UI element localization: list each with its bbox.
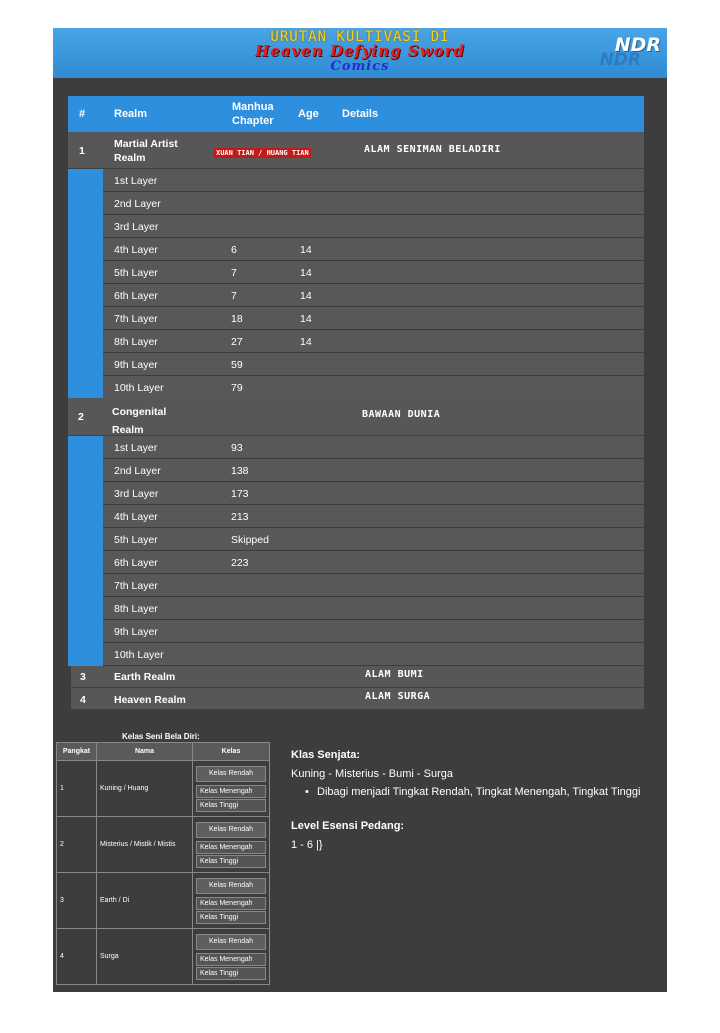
layer-row: [103, 574, 644, 597]
kelas-class-box: Kelas Menengah: [196, 897, 266, 910]
senjata-bullet: • Dibagi menjadi Tingkat Rendah, Tingkat Menengah, Tingkat Tinggi: [291, 786, 640, 798]
layer-row: [103, 215, 644, 238]
realm-num: 2: [78, 411, 84, 423]
senjata-sequence: Kuning - Misterius - Bumi - Surga: [291, 768, 453, 780]
layer-chapter: 6: [231, 244, 237, 256]
layer-row: [103, 261, 644, 284]
layer-name: 3rd Layer: [114, 221, 159, 233]
header-age: Age: [298, 108, 319, 120]
layer-name: 2nd Layer: [114, 198, 161, 210]
esensi-heading: Level Esensi Pedang:: [291, 820, 405, 832]
realm-row-1: [68, 132, 644, 169]
layer-chapter: 18: [231, 313, 243, 325]
layer-row: [103, 528, 644, 551]
kelas-class-box: Kelas Tinggi: [196, 855, 266, 868]
layer-row: [103, 551, 644, 574]
layer-name: 3rd Layer: [114, 488, 159, 500]
kelas-name: Surga: [97, 929, 193, 985]
realm-row-2: [68, 398, 644, 436]
layer-stripe: [68, 169, 103, 399]
kelas-classes: [193, 929, 270, 985]
kelas-classes: [193, 817, 270, 873]
layer-name: 4th Layer: [114, 511, 158, 523]
layer-age: 14: [300, 244, 312, 256]
realm-tag: XUAN TIAN / HUANG TIAN: [216, 149, 309, 157]
layer-row: [103, 284, 644, 307]
kelas-class-box: Kelas Rendah: [196, 934, 266, 950]
realm-details: BAWAAN DUNIA: [362, 409, 441, 420]
kelas-row: [57, 929, 270, 985]
layer-age: 14: [300, 290, 312, 302]
kelas-name: Misterius / Mistik / Mistis: [97, 817, 193, 873]
kelas-row: [57, 817, 270, 873]
kelas-rank: 1: [57, 761, 97, 817]
realm-name: Martial Artist Realm: [114, 138, 178, 164]
header-num: #: [79, 108, 86, 120]
kelas-table: [56, 742, 270, 985]
realm-row-4: [71, 688, 644, 710]
layer-chapter: 213: [231, 511, 249, 523]
realm-details: ALAM BUMI: [365, 669, 424, 680]
kelas-row: [57, 761, 270, 817]
realm-row-3: [71, 666, 644, 688]
layer-name: 1st Layer: [114, 175, 158, 187]
esensi-value: 1 - 6 |}: [291, 839, 323, 851]
header-chapter: Manhua Chapter: [232, 101, 274, 127]
layer-name: 7th Layer: [114, 580, 158, 592]
layer-name: 5th Layer: [114, 534, 158, 546]
layer-row: [103, 643, 644, 666]
kelas-header-class: Kelas: [193, 743, 270, 761]
realm-name: Heaven Realm: [114, 694, 186, 706]
kelas-header-name: Nama: [97, 743, 193, 761]
kelas-name: Kuning / Huang: [97, 761, 193, 817]
layer-chapter: 7: [231, 290, 237, 302]
banner-line-2: Heaven Defying Sword: [255, 42, 465, 60]
layer-row: [103, 330, 644, 353]
layer-chapter: 7: [231, 267, 237, 279]
table-header: [68, 96, 644, 132]
kelas-name: Earth / Di: [97, 873, 193, 929]
layer-name: 10th Layer: [114, 649, 164, 661]
layer-chapter: Skipped: [231, 534, 269, 546]
layer-age: 14: [300, 336, 312, 348]
header-realm: Realm: [114, 108, 148, 120]
layer-chapter: 59: [231, 359, 243, 371]
layer-row: [103, 376, 644, 399]
layer-name: 9th Layer: [114, 626, 158, 638]
senjata-section: [291, 749, 640, 857]
banner-line-3: Comics: [330, 59, 390, 74]
layer-row: [103, 482, 644, 505]
realm-details: ALAM SENIMAN BELADIRI: [364, 144, 501, 155]
kelas-rank: 3: [57, 873, 97, 929]
kelas-class-box: Kelas Menengah: [196, 953, 266, 966]
layer-name: 8th Layer: [114, 603, 158, 615]
layer-row: [103, 597, 644, 620]
header-details: Details: [342, 108, 379, 120]
layer-name: 2nd Layer: [114, 465, 161, 477]
realm-details: ALAM SURGA: [365, 691, 431, 702]
layer-name: 5th Layer: [114, 267, 158, 279]
layer-name: 6th Layer: [114, 290, 158, 302]
layer-row: [103, 505, 644, 528]
ndr-logo: NDR: [614, 34, 661, 56]
kelas-rank: 2: [57, 817, 97, 873]
layer-name: 8th Layer: [114, 336, 158, 348]
layer-name: 7th Layer: [114, 313, 158, 325]
layer-name: 6th Layer: [114, 557, 158, 569]
kelas-class-box: Kelas Tinggi: [196, 911, 266, 924]
kelas-class-box: Kelas Rendah: [196, 878, 266, 894]
banner-line-1: URUTAN KULTIVASI DI: [270, 29, 450, 45]
layer-row: [103, 192, 644, 215]
realm-num: 3: [80, 671, 86, 683]
layer-chapter: 79: [231, 382, 243, 394]
kelas-classes: [193, 761, 270, 817]
kelas-class-box: Kelas Tinggi: [196, 799, 266, 812]
layer-chapter: 27: [231, 336, 243, 348]
title-banner: [53, 28, 667, 78]
kelas-title: Kelas Seni Bela Diri:: [122, 732, 200, 741]
kelas-class-box: Kelas Menengah: [196, 785, 266, 798]
kelas-classes: [193, 873, 270, 929]
layer-group-1: [68, 169, 644, 399]
layer-age: 14: [300, 267, 312, 279]
realm-name: Earth Realm: [114, 671, 176, 683]
realm-name: Congenital Realm: [112, 406, 167, 436]
layer-chapter: 93: [231, 442, 243, 454]
layer-chapter: 173: [231, 488, 249, 500]
layer-row: [103, 307, 644, 330]
kelas-header-row: [57, 743, 270, 761]
senjata-heading: Klas Senjata:: [291, 749, 361, 761]
layer-name: 9th Layer: [114, 359, 158, 371]
layer-row: [103, 238, 644, 261]
layer-stripe: [68, 436, 103, 666]
realm-num: 1: [79, 145, 85, 157]
layer-chapter: 223: [231, 557, 249, 569]
kelas-class-box: Kelas Tinggi: [196, 967, 266, 980]
layer-name: 10th Layer: [114, 382, 164, 394]
kelas-header-rank: Pangkat: [57, 743, 97, 761]
layer-name: 4th Layer: [114, 244, 158, 256]
layer-chapter: 138: [231, 465, 249, 477]
kelas-row: [57, 873, 270, 929]
realm-table: [68, 96, 644, 710]
layer-name: 1st Layer: [114, 442, 158, 454]
layer-row: [103, 169, 644, 192]
layer-row: [103, 436, 644, 459]
layer-group-2: [68, 436, 644, 666]
kelas-class-box: Kelas Rendah: [196, 822, 266, 838]
layer-row: [103, 353, 644, 376]
layer-row: [103, 620, 644, 643]
kelas-class-box: Kelas Menengah: [196, 841, 266, 854]
ndr-logo-shadow: NDR: [599, 50, 641, 70]
realm-num: 4: [80, 694, 86, 706]
kelas-rank: 4: [57, 929, 97, 985]
layer-age: 14: [300, 313, 312, 325]
kelas-class-box: Kelas Rendah: [196, 766, 266, 782]
layer-row: [103, 459, 644, 482]
